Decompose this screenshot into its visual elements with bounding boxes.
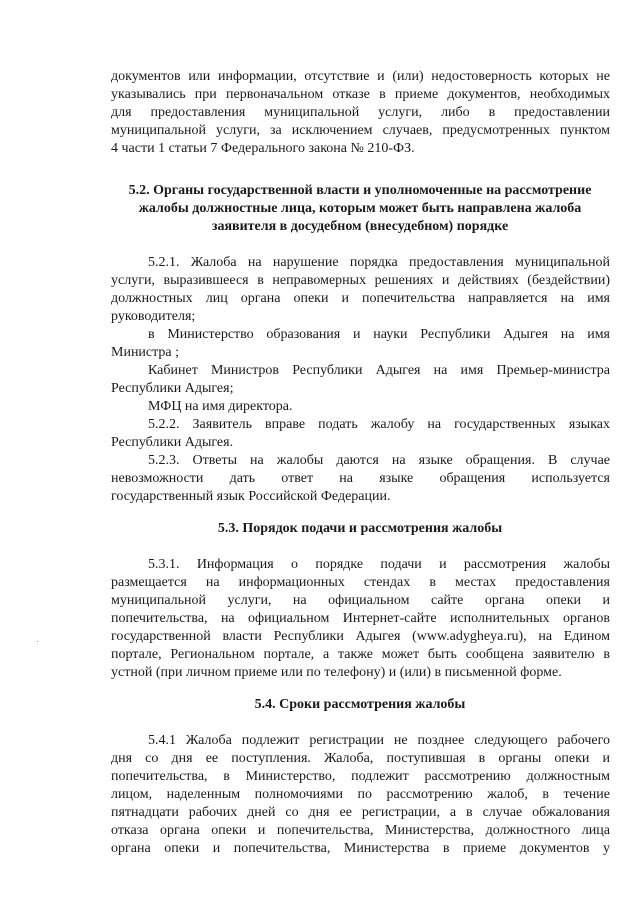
text-line: муниципальной услуги, за исключением случаев, предусмотренных пунктом (111, 123, 610, 138)
text-line: попечительства, на официальном Интернет-сайте исполнительных органов (111, 611, 610, 626)
text-line: 4 части 1 статьи 7 Федерального закона № 210-ФЗ. (111, 141, 415, 156)
text-line: попечительства, в Министерство, подлежит рассмотрению должностным (111, 769, 610, 784)
text-line: государственной власти Республики Адыгея (www.adygheya.ru), на Едином (111, 629, 610, 644)
text-line: пятнадцати рабочих дней со дня ее регистрации, а в случае обжалования (111, 805, 610, 820)
text-line: 5.4.1 Жалоба подлежит регистрации не позднее следующего рабочего (148, 733, 610, 748)
text-line: дня со дня ее поступления. Жалоба, поступившая в органы опеки и (111, 751, 610, 766)
text-line: 5.2.3. Ответы на жалобы даются на языке обращения. В случае (148, 453, 610, 468)
text-line: портале, Региональном портале, а также может быть сообщена заявителю в (111, 647, 610, 662)
section-heading: жалобы должностные лица, которым может быть направлена жалоба (138, 201, 582, 216)
text-line: муниципальной услуги, на официальном сайте органа опеки и (111, 593, 610, 608)
text-line: Республики Адыгея. (111, 435, 234, 450)
text-line: устной (при личном приеме или по телефону) и (или) в письменной форме. (111, 665, 562, 680)
text-line: документов или информации, отсутствие и (или) недостоверность которых не (111, 69, 610, 84)
scan-speck (37, 641, 38, 642)
text-line: Министра ; (111, 345, 180, 360)
text-line: должностных лиц органа опеки и попечительства направляется на имя (111, 291, 610, 306)
text-line: невозможности дать ответ на языке обращения используется (111, 471, 610, 486)
text-line: размещается на информационных стендах в местах предоставления (111, 575, 610, 590)
text-line: государственный язык Российской Федерации. (111, 489, 391, 504)
text-line: МФЦ на имя директора. (148, 399, 293, 414)
text-line: 5.2.2. Заявитель вправе подать жалобу на государственных языках (148, 417, 610, 432)
text-line: 5.2.1. Жалоба на нарушение порядка предоставления муниципальной (148, 255, 610, 270)
text-line: органа опеки и попечительства, Министерства в приеме документов у (111, 841, 610, 856)
text-line: Кабинет Министров Республики Адыгея на имя Премьер-министра (148, 363, 610, 378)
section-heading: 5.2. Органы государственной власти и уполномоченные на рассмотрение (128, 183, 592, 198)
text-line: в Министерство образования и науки Республики Адыгея на имя (148, 327, 610, 342)
text-line: отказа органа опеки и попечительства, Министерства, должностного лица (111, 823, 610, 838)
text-line: 5.3.1. Информация о порядке подачи и рассмотрения жалобы (148, 557, 610, 572)
text-line: Республики Адыгея; (111, 381, 234, 396)
section-heading: заявителя в досудебном (внесудебном) порядке (211, 219, 509, 234)
text-line: руководителя; (111, 309, 196, 324)
section-heading: 5.3. Порядок подачи и рассмотрения жалобы (217, 521, 503, 536)
section-heading: 5.4. Сроки рассмотрения жалобы (254, 697, 466, 712)
text-line: указывались при первоначальном отказе в приеме документов, необходимых (111, 87, 610, 102)
text-line: лицом, наделенным полномочиями по рассмотрению жалоб, в течение (111, 787, 610, 802)
text-line: услуги, выразившееся в неправомерных решениях и действиях (бездействии) (111, 273, 610, 288)
text-line: для предоставления муниципальной услуги, либо в предоставлении (111, 105, 610, 120)
